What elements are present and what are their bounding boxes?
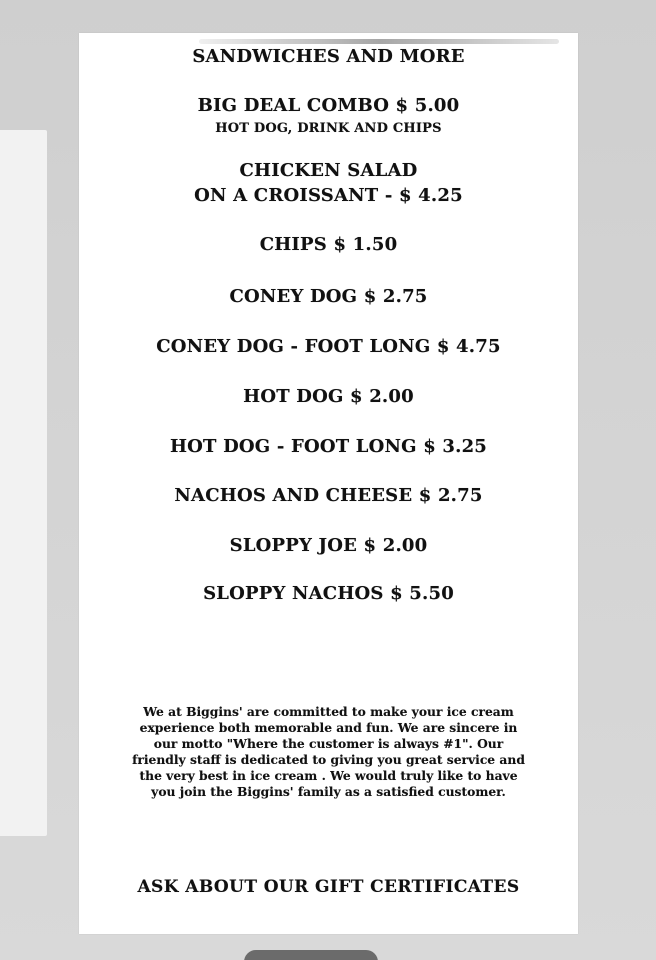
- gift-certificates-note: ASK ABOUT OUR GIFT CERTIFICATES: [137, 877, 520, 897]
- company-message: [79, 704, 578, 800]
- company-message-line: friendly staff is dedicated to giving you great service and: [132, 752, 525, 767]
- paper-edge-shadow: [199, 39, 559, 44]
- company-message-line: you join the Biggins' family as a satisfied customer.: [151, 784, 506, 799]
- menu-item-big-deal-combo: BIG DEAL COMBO $ 5.00: [197, 95, 460, 116]
- background-panel: [0, 130, 47, 836]
- menu-item-coney-dog: CONEY DOG $ 2.75: [229, 286, 428, 307]
- company-message-line: our motto "Where the customer is always #1". Our: [153, 736, 504, 751]
- menu-item-hot-dog: HOT DOG $ 2.00: [243, 386, 414, 407]
- menu-item-sloppy-nachos: SLOPPY NACHOS $ 5.50: [203, 583, 454, 604]
- menu-item-coney-dog-foot-long: CONEY DOG - FOOT LONG $ 4.75: [156, 336, 501, 357]
- menu-item-nachos-and-cheese: NACHOS AND CHEESE $ 2.75: [174, 485, 483, 506]
- menu-item-hot-dog-foot-long: HOT DOG - FOOT LONG $ 3.25: [169, 436, 488, 457]
- menu-item-chicken-salad-croissant: ON A CROISSANT - $ 4.25: [194, 185, 463, 206]
- company-message-line: We at Biggins' are committed to make your ice cream: [143, 704, 514, 719]
- menu-sheet: [79, 33, 578, 934]
- company-message-line: experience both memorable and fun. We are sincere in: [139, 720, 518, 735]
- company-message-line: the very best in ice cream . We would truly like to have: [139, 768, 518, 783]
- menu-item-chicken-salad: CHICKEN SALAD: [239, 160, 418, 181]
- menu-item-big-deal-combo-detail: HOT DOG, DRINK AND CHIPS: [215, 121, 442, 136]
- menu-item-chips: CHIPS $ 1.50: [259, 234, 398, 255]
- menu-heading: SANDWICHES AND MORE: [192, 46, 465, 67]
- bottom-handle: [244, 950, 378, 960]
- menu-item-sloppy-joe: SLOPPY JOE $ 2.00: [229, 535, 428, 556]
